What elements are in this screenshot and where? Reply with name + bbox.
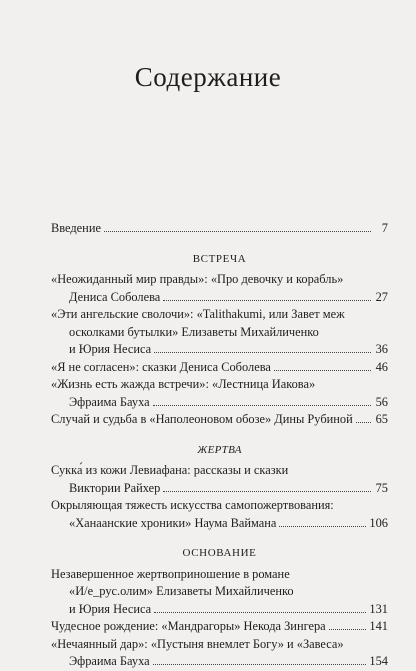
toc-entry-line: «И/е_рус.олим» Елизаветы Михайличенко [69, 584, 294, 598]
toc-entry-line: «Нечаянный дар»: «Пустыня внемлет Богу» и «Завеса» [51, 636, 344, 651]
toc-entry [51, 271, 388, 306]
leader-dots [153, 405, 371, 406]
page-number: 46 [375, 359, 388, 374]
page-number: 75 [375, 480, 388, 495]
page-number: 7 [381, 221, 388, 235]
leader-dots [356, 422, 371, 423]
leader-dots [153, 664, 367, 665]
toc-entry-line: «Эти ангельские сволочи»: «Talithakumi, или Завет меж [51, 307, 345, 321]
section-heading: ОСНОВАНИЕ [182, 547, 257, 559]
table-of-contents [51, 220, 388, 671]
toc-entry-line: «Я не согласен»: сказки Дениса Соболева [51, 359, 271, 374]
toc-entry [51, 376, 388, 411]
toc-entry [51, 306, 388, 359]
toc-entry-line: «Ханаанские хроники» Наума Ваймана [69, 515, 277, 530]
leader-dots [163, 491, 371, 492]
toc-entry [51, 566, 388, 619]
page-number: 56 [375, 394, 388, 409]
toc-entry-line: Сукка́ из кожи Левиафана: рассказы и сказки [51, 463, 289, 477]
toc-entry-line: Эфраима Бауха [69, 394, 150, 409]
page-number: 106 [369, 515, 388, 530]
page-number: 36 [375, 342, 388, 356]
toc-entry [51, 497, 388, 532]
section-heading: ВСТРЕЧА [192, 252, 247, 265]
toc-entry-line: Дениса Соболева [69, 289, 161, 304]
toc-entry [51, 462, 388, 497]
toc-entry-line: Незавершенное жертвоприношение в романе [51, 566, 290, 581]
page-title: Содержание [134, 62, 282, 92]
toc-entry-line: «Жизнь есть жажда встречи»: «Лестница Иакова» [51, 377, 316, 391]
leader-dots [154, 612, 366, 613]
toc-entry [51, 411, 388, 429]
leader-dots [154, 352, 371, 353]
leader-dots [104, 231, 371, 232]
leader-dots [274, 370, 371, 371]
toc-entry-line: и Юрия Несиса [69, 342, 152, 356]
leader-dots [163, 300, 371, 301]
toc-entry-intro [51, 220, 388, 238]
toc-entry [51, 359, 388, 377]
toc-entry-line: осколками бутылки» Елизаветы Михайличенко [69, 324, 319, 339]
page-number: 131 [369, 601, 388, 616]
toc-entry [51, 618, 388, 636]
section-heading: ЖЕРТВА [197, 443, 242, 456]
page-number: 27 [375, 289, 388, 304]
toc-entry-line: Окрыляющая тяжесть искусства самопожертвования: [51, 498, 334, 512]
toc-entry [51, 636, 388, 671]
toc-entry-line: Случай и судьба в «Наполеоновом обозе» Дины Рубиной [51, 412, 353, 426]
toc-entry-line: «Неожиданный мир правды»: «Про девочку и корабль» [51, 272, 344, 286]
toc-entry-title: Введение [51, 221, 101, 235]
toc-entry-line: Эфраима Бауха [69, 654, 150, 668]
leader-dots [279, 526, 366, 527]
page-number: 65 [375, 412, 388, 426]
page-number: 154 [369, 654, 388, 668]
leader-dots [329, 629, 367, 630]
toc-entry-line: Чудесное рождение: «Мандрагоры» Некода Зингера [51, 619, 326, 633]
page-number: 141 [369, 619, 388, 633]
toc-entry-line: и Юрия Несиса [69, 601, 152, 616]
toc-entry-line: Виктории Райхер [69, 480, 161, 495]
